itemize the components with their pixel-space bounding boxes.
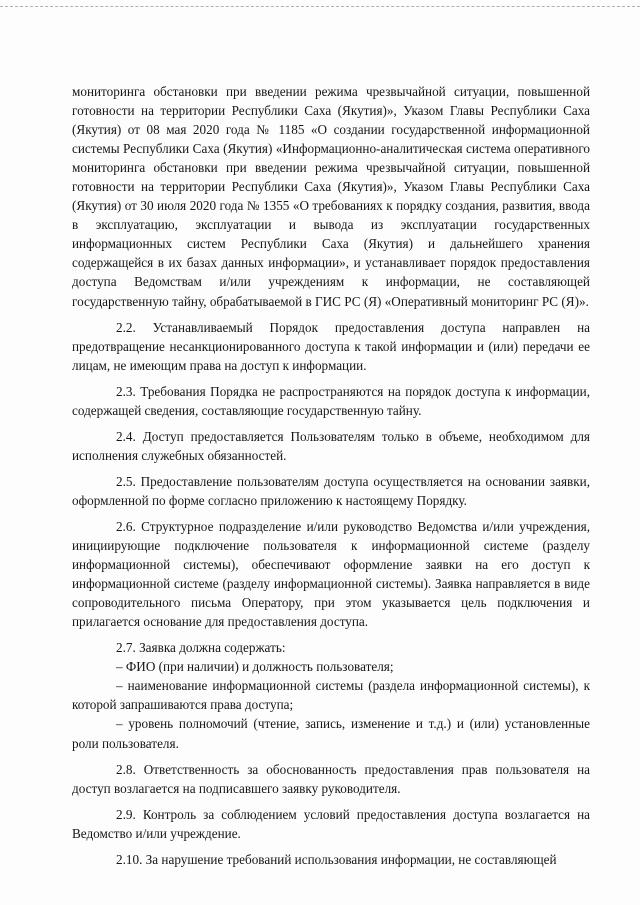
list-item-access-level: – уровень полномочий (чтение, запись, изменение и т.д.) и (или) установленные роли пользователя. bbox=[72, 716, 590, 751]
paragraph-2-10: 2.10. За нарушение требований использования информации, не составляющей bbox=[116, 851, 557, 867]
paragraph-2-7: 2.7. Заявка должна содержать: bbox=[116, 640, 286, 656]
scan-edge-line bbox=[0, 6, 640, 7]
paragraph-2-9: 2.9. Контроль за соблюдением условий предоставления доступа возлагается на Ведомство и/или учреждение. bbox=[72, 806, 590, 841]
document-body bbox=[72, 82, 590, 869]
paragraph-2-3: 2.3. Требования Порядка не распространяются на порядок доступа к информации, содержащей сведения, составляющие государственную тайну. bbox=[72, 383, 590, 418]
paragraph-2-6: 2.6. Структурное подразделение и/или руководство Ведомства и/или учреждения, инициирующие подключение пользователя к информационной системе (разделу информационной системы), обеспечивают оформление заявки на его доступ к информационной системе (разделу информационной системы). Заявка направляется в виде сопроводительного письма Оператору, при этом указывается цель подключения и прилагается основание для предоставления доступа. bbox=[72, 518, 590, 630]
paragraph-2-2: 2.2. Устанавливаемый Порядок предоставления доступа направлен на предотвращение несанкционированного доступа к такой информации и (или) передачи ее лицам, не имеющим права на доступ к информации. bbox=[72, 319, 590, 373]
paragraph-2-4: 2.4. Доступ предоставляется Пользователям только в объеме, необходимом для исполнения служебных обязанностей. bbox=[72, 428, 590, 463]
paragraph-2-5: 2.5. Предоставление пользователям доступа осуществляется на основании заявки, оформленной по форме согласно приложению к настоящему Порядку. bbox=[72, 473, 590, 508]
paragraph-2-8: 2.8. Ответственность за обоснованность предоставления прав пользователя на доступ возлагается на подписавшего заявку руководителя. bbox=[72, 761, 590, 796]
paragraph-intro: мониторинга обстановки при введении режима чрезвычайной ситуации, повышенной готовности на территории Республики Саха (Якутия)», Указом Главы Республики Саха (Якутия) от 08 мая 2020 года № 1185 «О создании государственной информационной системы Республики Саха (Якутия) «Информационно-аналитическая система оперативного мониторинга обстановки при введении режима чрезвычайной ситуации, повышенной готовности на территории Республики Саха (Якутия)», Указом Главы Республики Саха (Якутия) от 30 июля 2020 года № 1355 «О требованиях к порядку создания, развития, ввода в эксплуатацию, эксплуатации и вывода из эксплуатации государственных информационных систем Республики Саха (Якутия) и дальнейшего хранения содержащейся в их базах данных информации», и устанавливает порядок предоставления доступа Ведомствам и/или учреждениям к информации, не составляющей государственную тайну, обрабатываемой в ГИС РС (Я) «Оперативный мониторинг РС (Я)». bbox=[72, 84, 590, 309]
list-item-fio: – ФИО (при наличии) и должность пользователя; bbox=[116, 659, 394, 675]
list-item-system-name: – наименование информационной системы (раздела информационной системы), к которой запрашиваются права доступа; bbox=[72, 678, 590, 713]
